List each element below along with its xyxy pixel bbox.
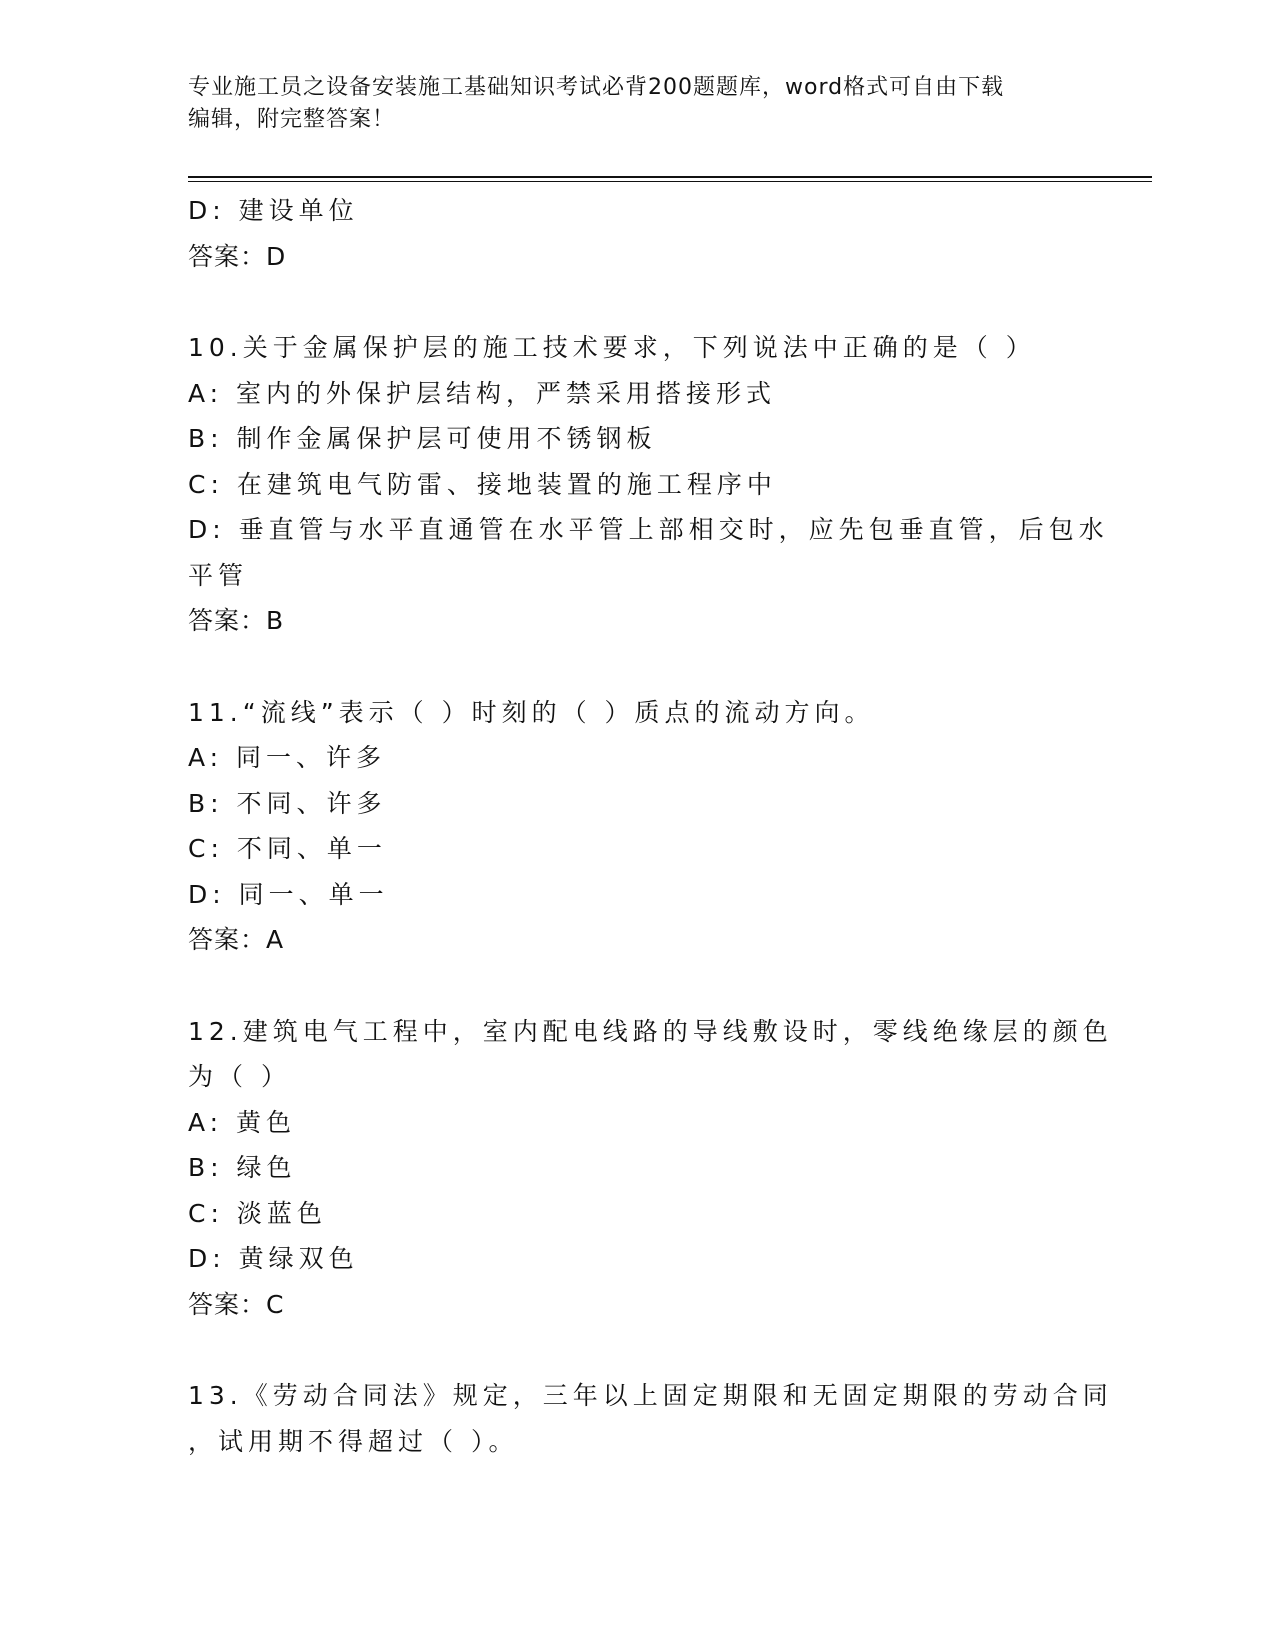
question-stem-continuation: ，试用期不得超过（ ）。 xyxy=(188,1426,519,1456)
spacer xyxy=(188,963,1088,1009)
option-a: A: 黄色 xyxy=(188,1107,297,1137)
header-title-line-1: 专业施工员之设备安装施工基础知识考试必背200题题库，word格式可自由下载 xyxy=(188,75,1005,100)
option-d: D: 建设单位 xyxy=(188,196,359,225)
option-a: A: 同一、许多 xyxy=(188,743,387,772)
question-11 xyxy=(188,690,1088,963)
question-9-tail xyxy=(188,188,1088,279)
option-c: C: 淡蓝色 xyxy=(188,1198,327,1228)
question-stem: 11.“流线”表示（ ）时刻的（ ）质点的流动方向。 xyxy=(188,697,875,727)
question-13 xyxy=(188,1373,1113,1464)
question-stem: 13.《劳动合同法》规定，三年以上固定期限和无固定期限的劳动合同 xyxy=(188,1381,1113,1410)
option-b: B: 不同、许多 xyxy=(188,788,387,818)
page-header xyxy=(188,72,1088,136)
header-rule-thick xyxy=(188,176,1152,178)
spacer xyxy=(188,644,1088,690)
option-d: D: 同一、单一 xyxy=(188,879,389,909)
option-d: D: 黄绿双色 xyxy=(188,1244,359,1273)
answer-line: 答案：B xyxy=(188,606,285,635)
spacer xyxy=(188,279,1088,325)
question-stem: 12.建筑电气工程中，室内配电线路的导线敷设时，零线绝缘层的颜色 xyxy=(188,1016,1113,1046)
option-c: C: 不同、单一 xyxy=(188,834,387,863)
question-stem-continuation: 为（ ） xyxy=(188,1062,291,1091)
answer-line: 答案：A xyxy=(188,925,285,954)
option-c: C: 在建筑电气防雷、接地装置的施工程序中 xyxy=(188,469,777,499)
question-list xyxy=(188,188,1113,1464)
question-stem: 10.关于金属保护层的施工技术要求，下列说法中正确的是（ ） xyxy=(188,333,1036,362)
option-d-continuation: 平管 xyxy=(188,560,249,590)
question-12 xyxy=(188,1009,1113,1328)
answer-line: 答案：C xyxy=(188,1289,285,1319)
header-rule-thin xyxy=(188,181,1152,182)
option-a: A: 室内的外保护层结构，严禁采用搭接形式 xyxy=(188,378,777,408)
option-d: D: 垂直管与水平直通管在水平管上部相交时，应先包垂直管，后包水 xyxy=(188,515,1109,544)
question-10 xyxy=(188,325,1109,644)
option-b: B: 制作金属保护层可使用不锈钢板 xyxy=(188,424,657,453)
header-title-line-2: 编辑，附完整答案！ xyxy=(188,107,396,132)
spacer xyxy=(188,1327,1088,1373)
option-b: B: 绿色 xyxy=(188,1153,297,1182)
answer-line: 答案：D xyxy=(188,241,287,271)
